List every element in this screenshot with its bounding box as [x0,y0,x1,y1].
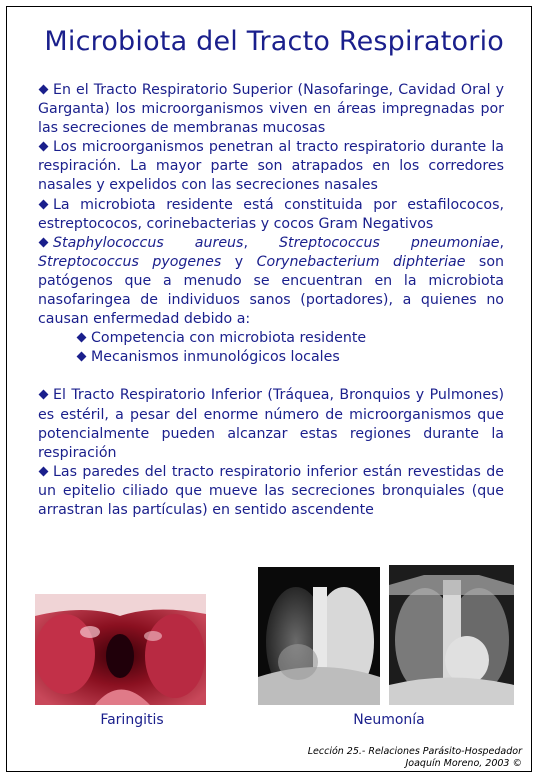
page-title: Microbiota del Tracto Respiratorio [44,26,504,57]
species-name: Streptococcus pneumoniae [279,234,500,251]
caption-pharyngitis: Faringitis [100,712,164,728]
diamond-bullet-icon [77,333,87,343]
sub-item-immune [76,348,504,367]
paragraph-pathogens [38,234,504,329]
sub-item-text: Mecanismos inmunológicos locales [91,349,340,366]
diamond-bullet-icon [77,352,87,362]
diamond-bullet-icon [39,466,49,476]
diamond-bullet-icon [39,85,49,95]
separator-text: , [499,234,504,251]
sub-item-text: Competencia con microbiota residente [91,330,367,347]
diamond-bullet-icon [39,390,49,400]
paragraph-upper-tract [38,81,504,138]
paragraph-text: Las paredes del tracto respiratorio inferior están revestidas de un epitelio ciliado que mueve las secreciones bronquiales (que arrastran las partículas) en sentido ascendente [38,463,504,518]
paragraph-ciliated-epithelium [38,463,504,520]
pharyngitis-photo [35,594,206,705]
paragraph-text: Los microorganismos penetran al tracto respiratorio durante la respiración. La mayor parte son atrapados en los corredores nasales y expelidos con las secreciones nasales [38,139,504,194]
separator-text: y [221,253,257,270]
paragraph-text: La microbiota residente está constituida por estafilococos, estreptococos, corinebacterias y cocos Gram Negativos [38,196,504,232]
paragraph-breathing [38,138,504,195]
diamond-bullet-icon [39,237,49,247]
paragraph-text: El Tracto Respiratorio Inferior (Tráquea, Bronquios y Pulmones) es estéril, a pesar del enorme número de microorganismos que potencialmente pueden alcanzar estas regiones durante la respiración [38,387,504,461]
caption-pneumonia: Neumonía [353,712,425,728]
species-name: Corynebacterium diphteriae [256,253,466,270]
sub-item-competition [76,329,504,348]
paragraph-text: En el Tracto Respiratorio Superior (Nasofaringe, Cavidad Oral y Garganta) los microorganismos viven en áreas impregnadas por las secreciones de membranas mucosas [38,82,504,137]
species-name: Streptococcus pyogenes [38,253,222,270]
separator-text: , [243,234,279,251]
chest-xray-photo-1 [258,567,380,705]
diamond-bullet-icon [39,199,49,209]
footer-author: Joaquín Moreno, 2003 © [405,758,522,769]
paragraph-text: son patógenos que a menudo se encuentran en la microbiota nasofaringea de individuos sanos (portadores), a quienes no causan enfermedad debido a: [38,253,504,328]
paragraph-resident-microbiota [38,196,504,234]
species-name: Staphylococcus aureus [53,234,244,251]
chest-xray-photo-2 [389,565,514,705]
footer-lesson: Lección 25.- Relaciones Parásito-Hospedador [307,746,522,757]
diamond-bullet-icon [39,142,49,152]
main-content [38,81,504,520]
paragraph-lower-tract [38,386,504,462]
